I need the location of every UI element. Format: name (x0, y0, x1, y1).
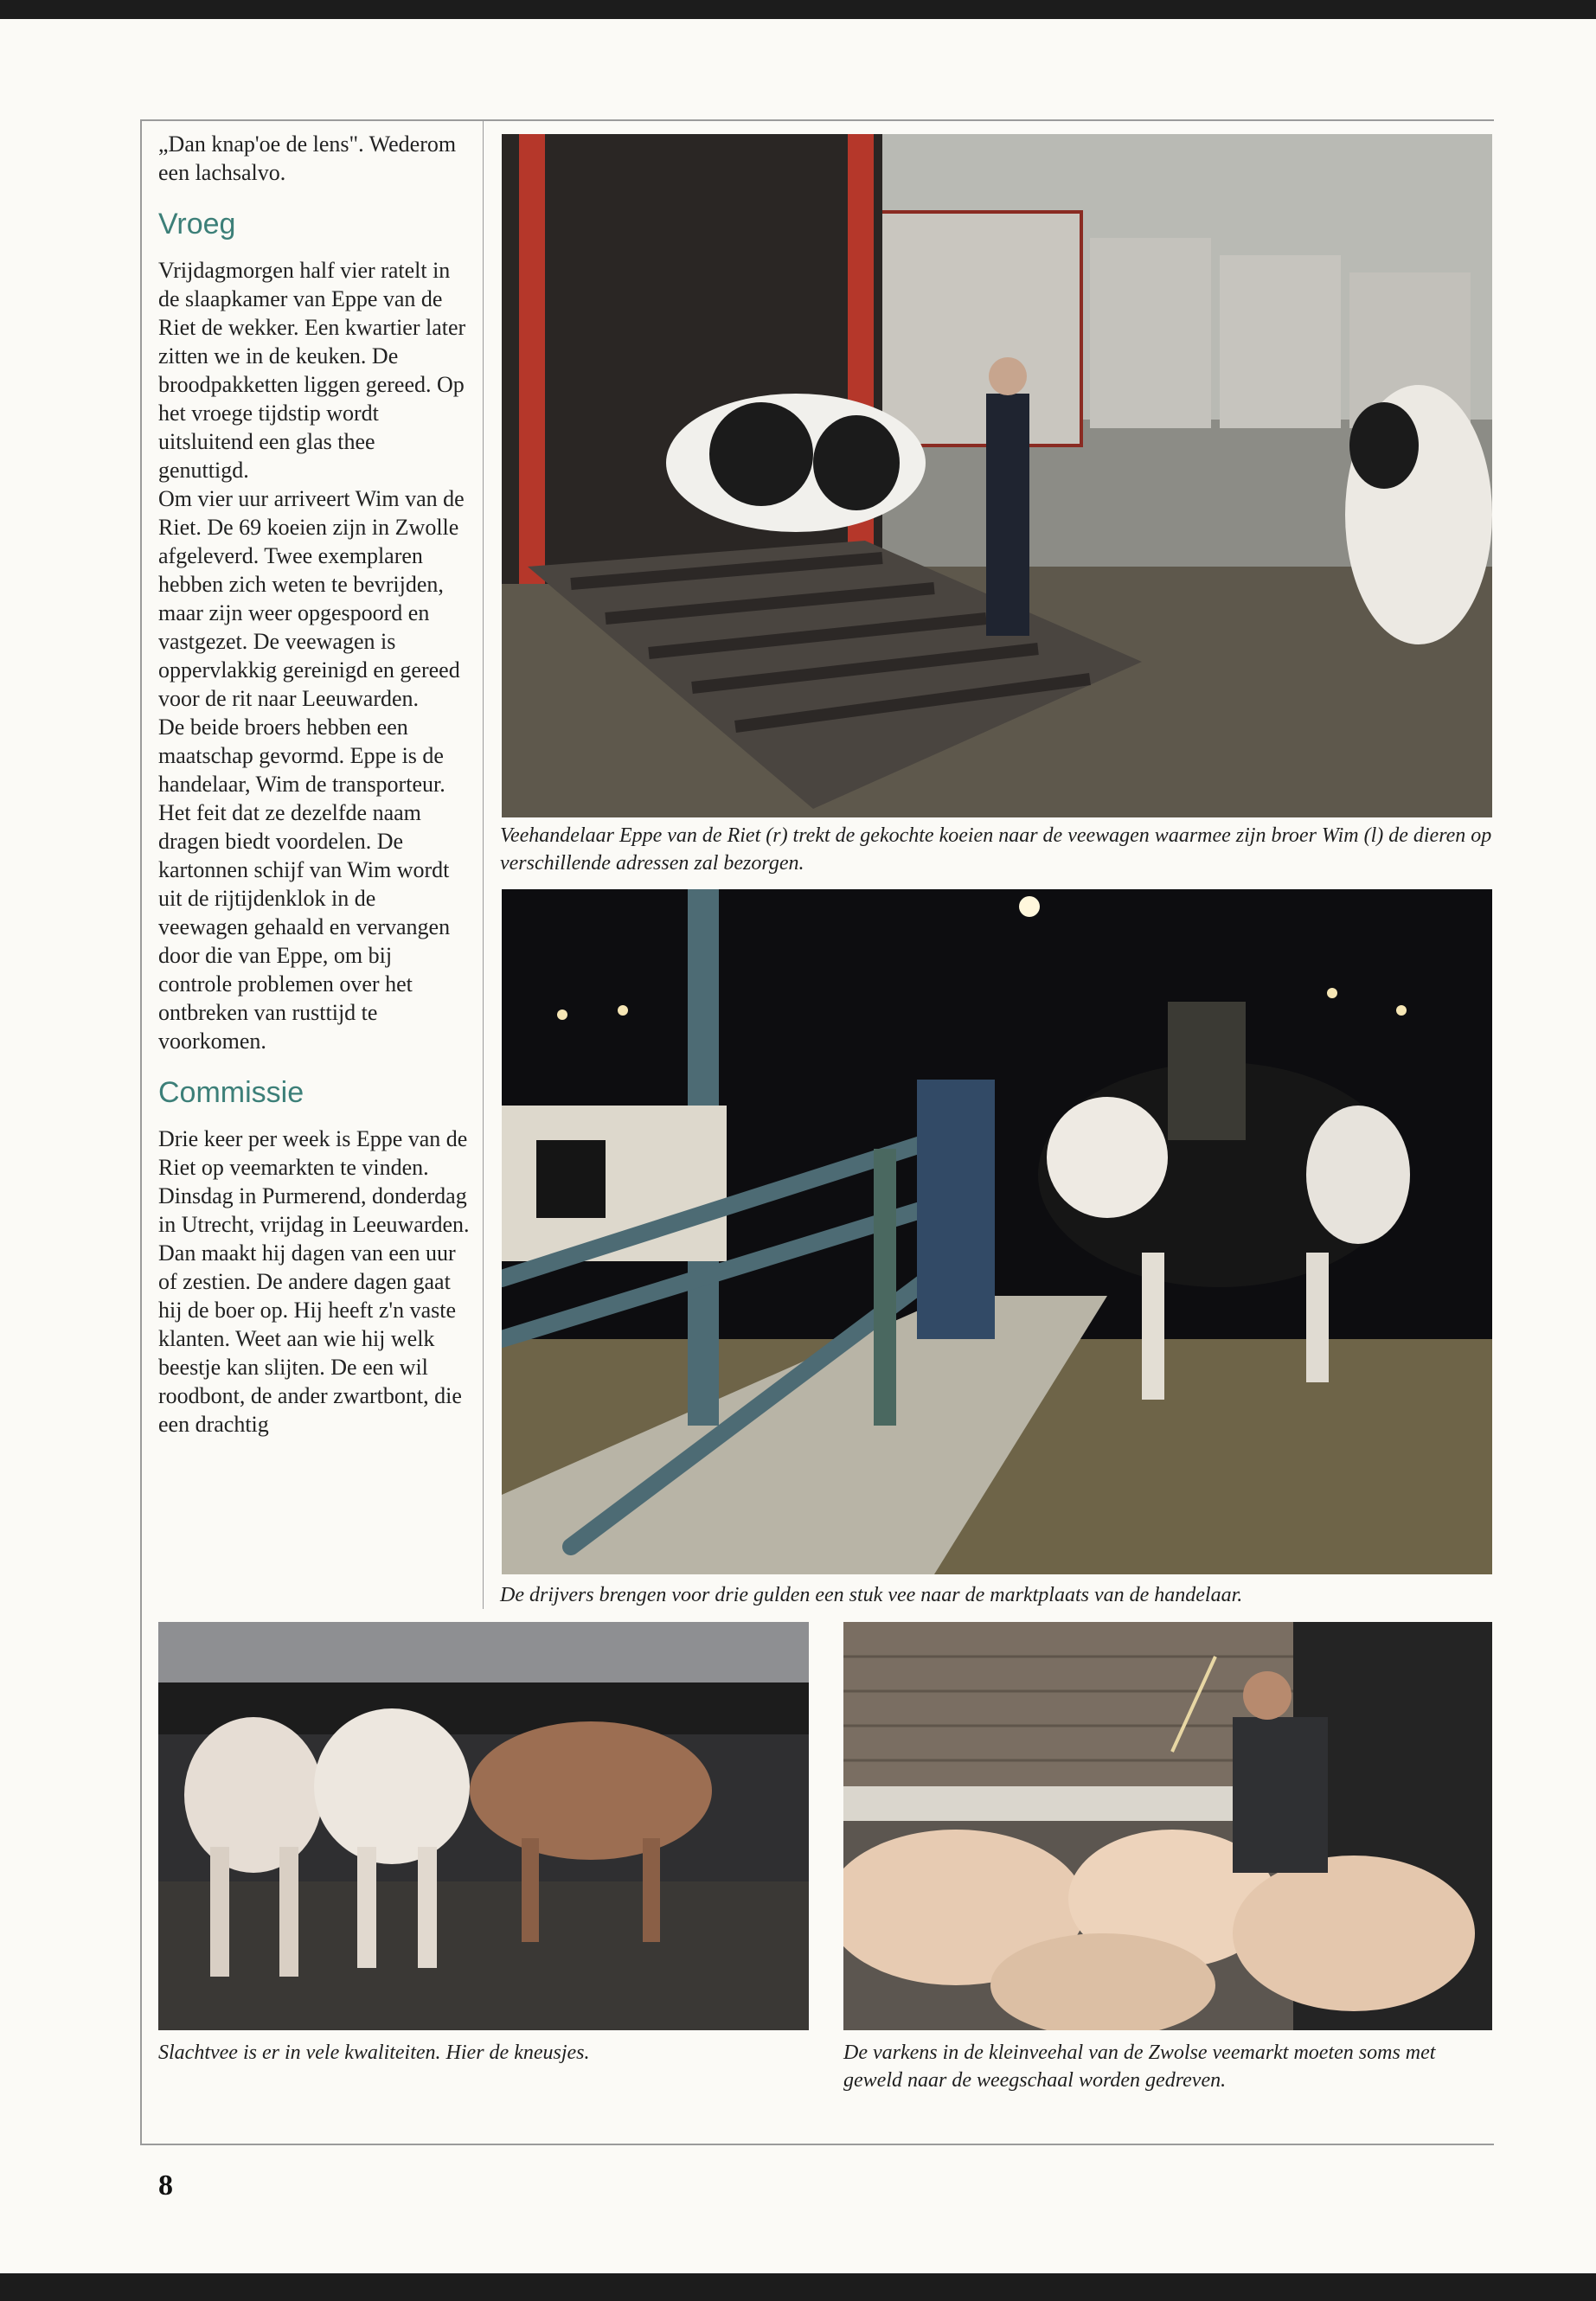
section-heading-vroeg: Vroeg (158, 208, 236, 240)
left-rule (140, 121, 142, 2145)
top-rule (140, 119, 1494, 121)
column-rule (483, 121, 484, 1609)
paragraph: Drie keer per week is Eppe van de Riet op veemarkten te vinden. Dinsdag in Purmerend, donderdag in Utrecht, vrijdag in Leeuwarden. Dan maakt hij dagen van een uur of zestien. De andere dagen gaat hij de boer op. Hij heeft z'n vaste klanten. Weet aan wie hij welk beestje kan slijten. De een wil roodbont, de ander zwartbont, die een drachtig (158, 1126, 470, 1437)
photo-pigs (843, 1622, 1492, 2030)
bottom-rule (140, 2144, 1494, 2145)
intro-paragraph: „Dan knap'oe de lens". Wederom een lachsalvo. (158, 131, 457, 185)
photo-slaughter-cattle (158, 1622, 809, 2030)
paragraph: De beide broers hebben een maatschap gevormd. Eppe is de handelaar, Wim de transporteur. Het feit dat ze dezelfde naam dragen biedt voordelen. De kartonnen schijf van Wim wordt uit de rijtijdenklok in de veewagen gehaald en vervangen door die van Eppe, om bij controle problemen over het ontbreken van rusttijd te voorkomen. (158, 715, 451, 1054)
photo-night-market (502, 889, 1492, 1574)
caption-photo1: Veehandelaar Eppe van de Riet (r) trekt de gekochte koeien naar de veewagen waarmee zijn broer Wim (l) de dieren op verschillende adressen zal bezorgen. (500, 824, 1492, 875)
caption-photo3: Slachtvee is er in vele kwaliteiten. Hier de kneusjes. (158, 2041, 590, 2064)
bottom-edge-band (0, 2273, 1596, 2301)
section-heading-commissie: Commissie (158, 1076, 304, 1109)
article-column (158, 130, 470, 1439)
page-number: 8 (158, 2170, 173, 2202)
paragraph: Om vier uur arriveert Wim van de Riet. De 69 koeien zijn in Zwolle afgeleverd. Twee exemplaren hebben zich weten te bevrijden, maar zijn weer opgespoord en vastgezet. De veewagen is oppervlakkig gereinigd en gereed voor de rit naar Leeuwarden. (158, 486, 465, 711)
caption-photo2: De drijvers brengen voor drie gulden een stuk vee naar de marktplaats van de handelaar. (500, 1584, 1243, 1606)
caption-photo4: De varkens in de kleinveehal van de Zwolse veemarkt moeten soms met geweld naar de weegschaal worden gedreven. (843, 2041, 1436, 2092)
top-edge-band (0, 0, 1596, 19)
paragraph: Vrijdagmorgen half vier ratelt in de slaapkamer van Eppe van de Riet de wekker. Een kwartier later zitten we in de keuken. De broodpakketten liggen gereed. Op het vroege tijdstip wordt uitsluitend een glas thee genuttigd. (158, 258, 466, 483)
photo-cattle-truck (502, 134, 1492, 817)
